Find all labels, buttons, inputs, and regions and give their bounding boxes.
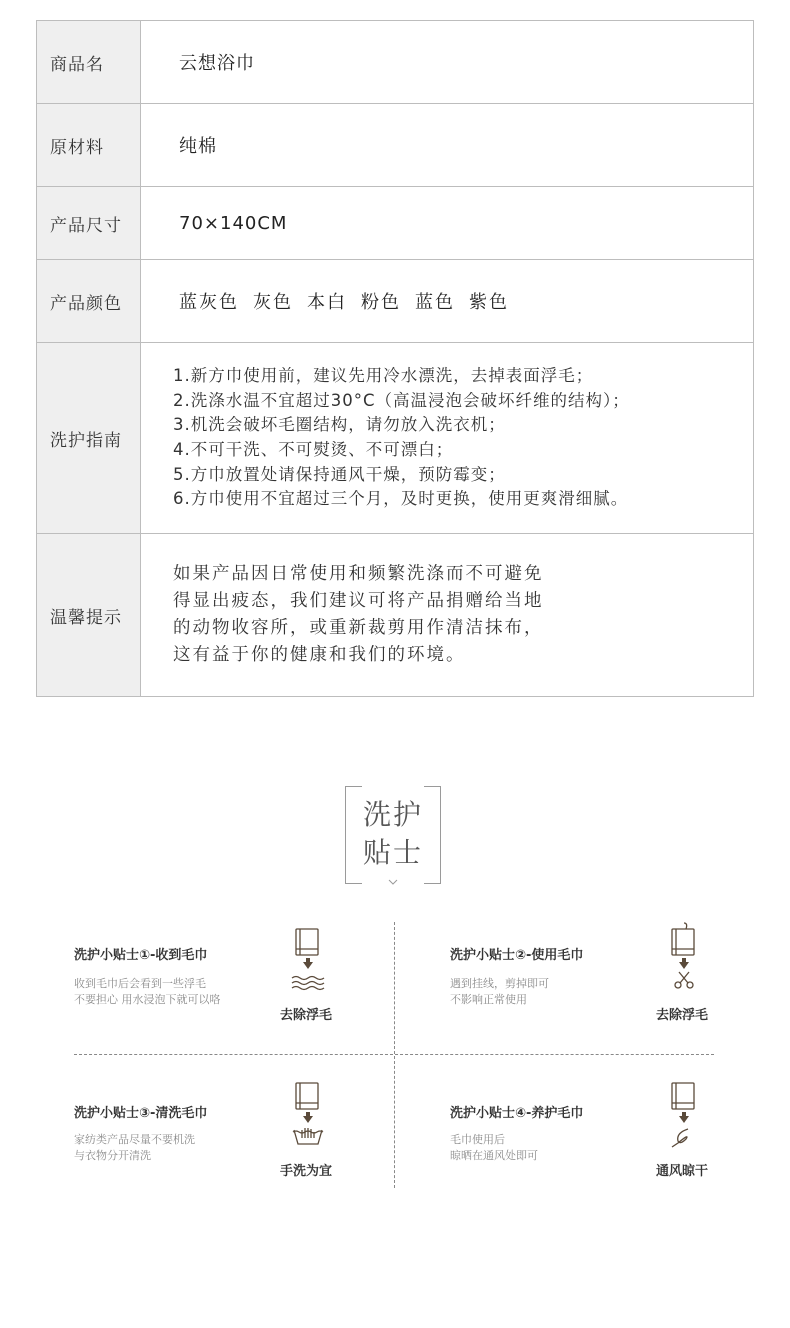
spec-table: [36, 20, 754, 697]
section-title-line: 贴士: [362, 836, 423, 869]
tip-card: [74, 922, 374, 1042]
tip-desc-line: 与衣物分开清洗: [74, 1149, 151, 1162]
tip-caption: 去除浮毛: [280, 1008, 333, 1023]
care-line: 1.新方巾使用前，建议先用冷水漂洗，去掉表面浮毛；: [173, 366, 594, 386]
care-line: 6.方巾使用不宜超过三个月，及时更换，使用更爽滑细腻。: [173, 489, 629, 509]
tip-card: [74, 1068, 374, 1188]
towel-waves-icon: [288, 926, 328, 998]
section-title-line: 洗护: [362, 798, 423, 831]
spec-label: 商品名: [37, 21, 141, 103]
spec-row-name: [37, 21, 753, 104]
spec-row-size: [37, 187, 753, 260]
color-list: [141, 260, 753, 342]
divider-vertical: [394, 922, 395, 1188]
spec-label: 温馨提示: [37, 534, 141, 696]
care-tips-grid: [74, 922, 714, 1190]
care-line: 4.不可干洗、不可熨烫、不可漂白；: [173, 440, 454, 459]
color-option: 紫色: [469, 292, 509, 313]
spec-label: 洗护指南: [37, 343, 141, 533]
care-line: 2.洗涤水温不宜超过30°C（高温浸泡会破坏纤维的结构）；: [173, 390, 630, 410]
spec-label: 原材料: [37, 104, 141, 186]
tip-card: [450, 922, 750, 1042]
tip-desc-line: 遇到挂线，剪掉即可: [450, 977, 549, 990]
warm-tip: [141, 534, 753, 696]
tip-title: 洗护小贴士②-使用毛巾: [450, 948, 584, 963]
tip-line: 的动物收容所，或重新裁剪用作清洁抹布，: [173, 618, 544, 638]
color-option: 蓝色: [415, 292, 455, 313]
spec-row-tip: [37, 534, 753, 697]
spec-row-care: [37, 343, 753, 534]
spec-row-colors: [37, 260, 753, 343]
color-option: 灰色: [253, 292, 293, 313]
towel-scissors-icon: [664, 922, 704, 994]
divider-horizontal: [74, 1054, 714, 1055]
color-option: 粉色: [361, 292, 401, 313]
care-guide: [141, 343, 753, 533]
towel-handwash-icon: [288, 1080, 328, 1152]
tip-caption: 去除浮毛: [656, 1008, 709, 1023]
tip-caption: 手洗为宜: [280, 1164, 333, 1179]
tip-caption: 通风晾干: [656, 1164, 709, 1179]
spec-row-material: [37, 104, 753, 187]
care-line: 5.方巾放置处请保持通风干燥，预防霉变；: [173, 464, 506, 484]
color-option: 蓝灰色: [179, 292, 239, 313]
section-title: [345, 786, 441, 882]
chevron-down-icon: [388, 877, 398, 887]
tip-desc-line: 晾晒在通风处即可: [450, 1149, 538, 1162]
tip-desc-line: 收到毛巾后会看到一些浮毛: [74, 977, 206, 990]
tip-title: 洗护小贴士①-收到毛巾: [74, 948, 208, 963]
spec-label: 产品颜色: [37, 260, 141, 342]
spec-value: 纯棉: [179, 136, 217, 157]
spec-value: 云想浴巾: [179, 53, 255, 74]
spec-value: 70×140CM: [179, 212, 288, 234]
tip-desc-line: 家纺类产品尽量不要机洗: [74, 1133, 195, 1146]
towel-airdry-icon: [664, 1080, 704, 1152]
care-line: 3.机洗会破坏毛圈结构，请勿放入洗衣机；: [173, 415, 506, 435]
tip-title: 洗护小贴士④-养护毛巾: [450, 1106, 584, 1121]
tip-desc-line: 毛巾使用后: [450, 1133, 505, 1146]
spec-label: 产品尺寸: [37, 187, 141, 259]
tip-line: 得显出疲态，我们建议可将产品捐赠给当地: [173, 591, 544, 611]
color-option: 本白: [307, 292, 347, 313]
tip-desc-line: 不影响正常使用: [450, 993, 527, 1006]
tip-desc-line: 不要担心 用水浸泡下就可以咯: [74, 993, 221, 1006]
tip-card: [450, 1068, 750, 1188]
tip-line: 这有益于你的健康和我们的环境。: [173, 645, 466, 665]
tip-title: 洗护小贴士③-清洗毛巾: [74, 1106, 208, 1121]
tip-line: 如果产品因日常使用和频繁洗涤而不可避免: [173, 564, 544, 584]
